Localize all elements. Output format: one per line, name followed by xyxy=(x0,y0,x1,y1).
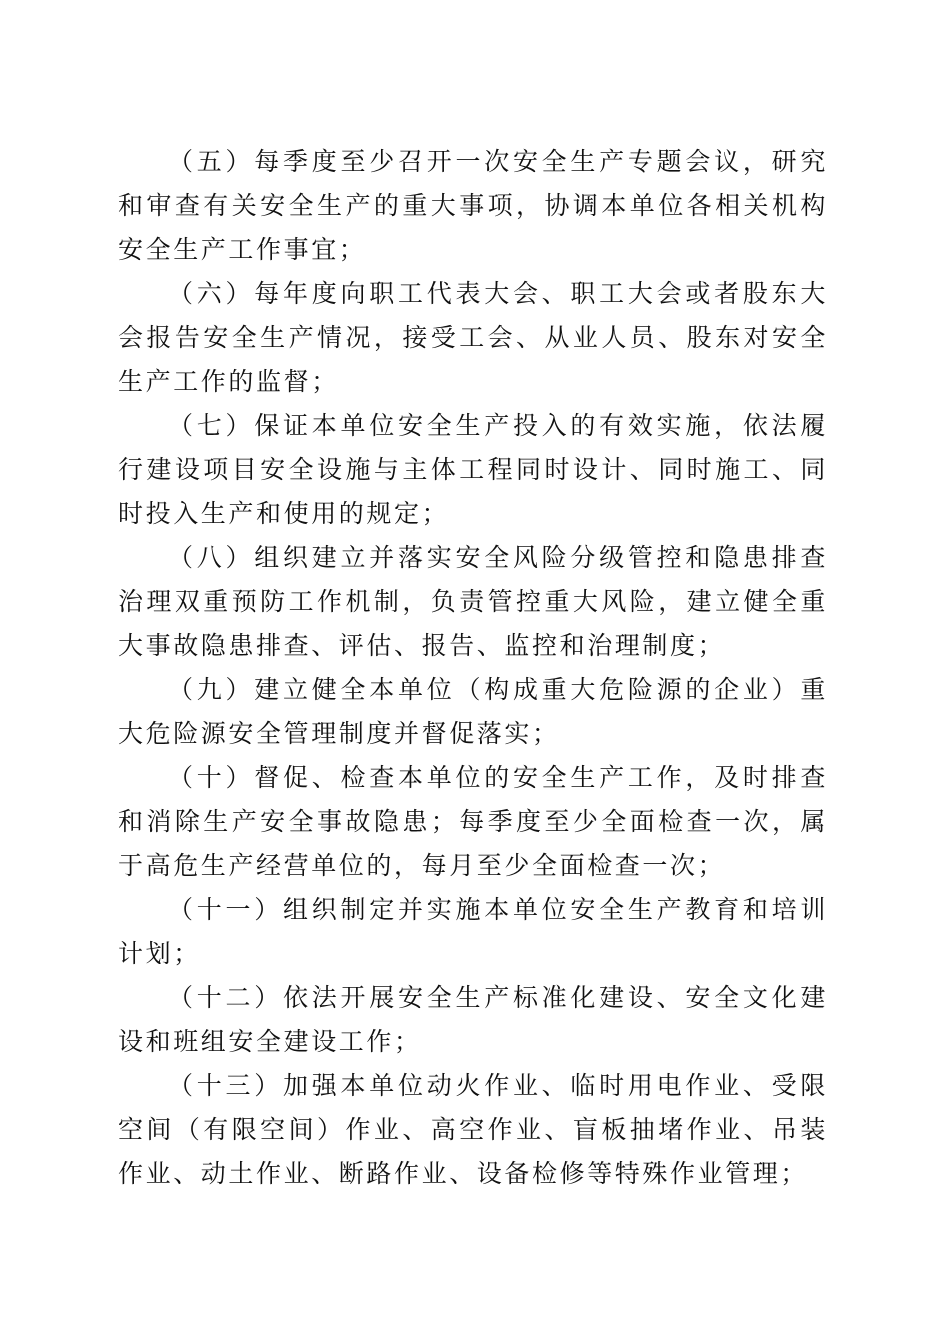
paragraph-item-7: （七）保证本单位安全生产投入的有效实施，依法履行建设项目安全设施与主体工程同时设计、同时施工、同时投入生产和使用的规定； xyxy=(118,411,828,528)
paragraph-item-11: （十一）组织制定并实施本单位安全生产教育和培训计划； xyxy=(118,895,828,968)
paragraph-item-5: （五）每季度至少召开一次安全生产专题会议，研究和审查有关安全生产的重大事项，协调本单位各相关机构安全生产工作事宜； xyxy=(118,147,828,264)
paragraph-item-8: （八）组织建立并落实安全风险分级管控和隐患排查治理双重预防工作机制，负责管控重大风险，建立健全重大事故隐患排查、评估、报告、监控和治理制度； xyxy=(118,543,828,660)
paragraph-item-12: （十二）依法开展安全生产标准化建设、安全文化建设和班组安全建设工作； xyxy=(118,983,828,1056)
paragraph-item-10: （十）督促、检查本单位的安全生产工作，及时排查和消除生产安全事故隐患；每季度至少全面检查一次，属于高危生产经营单位的，每月至少全面检查一次； xyxy=(118,763,828,880)
paragraph-item-6: （六）每年度向职工代表大会、职工大会或者股东大会报告安全生产情况，接受工会、从业人员、股东对安全生产工作的监督； xyxy=(118,279,828,396)
paragraph-item-13: （十三）加强本单位动火作业、临时用电作业、受限空间（有限空间）作业、高空作业、盲板抽堵作业、吊装作业、动土作业、断路作业、设备检修等特殊作业管理； xyxy=(118,1071,828,1188)
document-body xyxy=(118,140,828,1196)
paragraph-item-9: （九）建立健全本单位（构成重大危险源的企业）重大危险源安全管理制度并督促落实； xyxy=(118,675,828,748)
